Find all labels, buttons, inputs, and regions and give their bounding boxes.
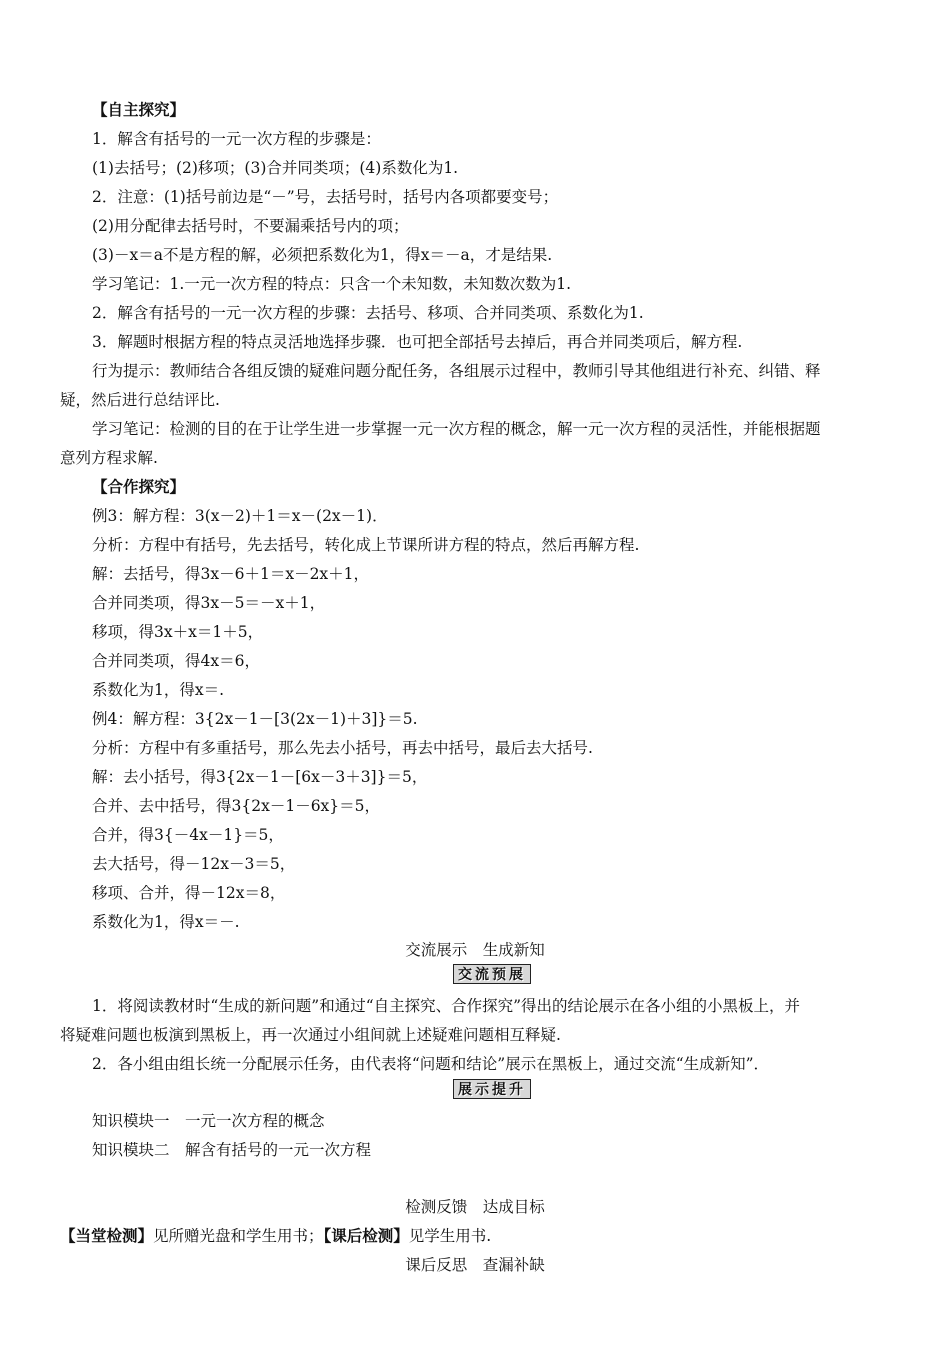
self-explore-line: (3)－x＝a不是方程的解，必须把系数化为1，得x＝－a，才是结果. — [92, 246, 553, 264]
exchange-preview-badge: 交流预展 — [453, 964, 531, 984]
coop-line: 系数化为1，得x＝－. — [92, 913, 240, 931]
coop-line: 分析：方程中有括号，先去括号，转化成上节课所讲方程的特点，然后再解方程. — [92, 536, 640, 554]
exchange-paragraph: 1．将阅读教材时“生成的新问题”和通过“自主探究、合作探究”得出的结论展示在各小组的小黑板上，并 — [92, 997, 801, 1015]
knowledge-module: 知识模块二 解含有括号的一元一次方程 — [92, 1141, 372, 1159]
reflect-section-title: 课后反思 查漏补缺 — [405, 1256, 545, 1274]
self-explore-line: 2．注意：(1)括号前边是“－”号，去括号时，括号内各项都要变号； — [92, 188, 559, 206]
study-note-line: 学习笔记：1.一元一次方程的特点：只含一个未知数，未知数次数为1. — [92, 275, 572, 293]
coop-line: 例3：解方程：3(x－2)＋1＝x－(2x－1)． — [92, 507, 388, 525]
coop-line: 分析：方程中有多重括号，那么先去小括号，再去中括号，最后去大括号. — [92, 739, 593, 757]
study-note-line: 2．解含有括号的一元一次方程的步骤：去括号、移项、合并同类项、系数化为1. — [92, 304, 644, 322]
exchange-section-title: 交流展示 生成新知 — [405, 941, 545, 959]
study-note-check-cont: 意列方程求解. — [60, 449, 158, 467]
coop-line: 移项，得3x＋x＝1＋5， — [92, 623, 264, 641]
coop-line: 合并同类项，得3x－5＝－x＋1， — [92, 594, 326, 612]
self-explore-line: (1)去括号；(2)移项；(3)合并同类项；(4)系数化为1. — [92, 159, 459, 177]
knowledge-module: 知识模块一 一元一次方程的概念 — [92, 1112, 325, 1130]
after-check-text: 见学生用书. — [408, 1227, 492, 1245]
self-explore-line: (2)用分配律去括号时，不要漏乘括号内的项； — [92, 217, 409, 235]
check-section-title: 检测反馈 达成目标 — [405, 1198, 545, 1216]
study-note-check: 学习笔记：检测的目的在于让学生进一步掌握一元一次方程的概念，解一元一次方程的灵活性，并能根据题 — [92, 420, 821, 438]
coop-line: 合并、去中括号，得3{2x－1－6x}＝5， — [92, 797, 381, 815]
behavior-hint-cont: 疑，然后进行总结评比. — [60, 391, 220, 409]
coop-explore-heading: 【合作探究】 — [92, 477, 186, 496]
coop-line: 系数化为1，得x＝. — [92, 681, 225, 699]
coop-line: 合并同类项，得4x＝6， — [92, 652, 260, 670]
coop-line: 去大括号，得－12x－3＝5， — [92, 855, 296, 873]
show-improve-badge: 展示提升 — [453, 1079, 531, 1099]
study-note-line: 3．解题时根据方程的特点灵活地选择步骤．也可把全部括号去掉后，再合并同类项后，解方程. — [92, 333, 743, 351]
coop-line: 例4：解方程：3{2x－1－[3(2x－1)＋3]}＝5. — [92, 710, 418, 728]
coop-line: 解：去括号，得3x－6＋1＝x－2x＋1， — [92, 565, 370, 583]
coop-line: 解：去小括号，得3{2x－1－[6x－3＋3]}＝5， — [92, 768, 428, 786]
class-check-label: 【当堂检测】 — [60, 1226, 154, 1245]
self-explore-line: 1．解含有括号的一元一次方程的步骤是： — [92, 130, 381, 148]
coop-line: 合并，得3{－4x－1}＝5， — [92, 826, 284, 844]
exchange-paragraph-cont: 将疑难问题也板演到黑板上，再一次通过小组间就上述疑难问题相互释疑. — [60, 1026, 561, 1044]
self-explore-heading: 【自主探究】 — [92, 100, 186, 119]
check-line — [60, 1225, 491, 1247]
class-check-text: 见所赠光盘和学生用书； — [153, 1227, 324, 1245]
after-check-label: 【课后检测】 — [323, 1226, 409, 1245]
exchange-paragraph: 2．各小组由组长统一分配展示任务，由代表将“问题和结论”展示在黑板上，通过交流“生成新知”． — [92, 1055, 770, 1073]
behavior-hint: 行为提示：教师结合各组反馈的疑难问题分配任务，各组展示过程中，教师引导其他组进行补充、纠错、释 — [92, 362, 821, 380]
coop-line: 移项、合并，得－12x＝8， — [92, 884, 286, 902]
